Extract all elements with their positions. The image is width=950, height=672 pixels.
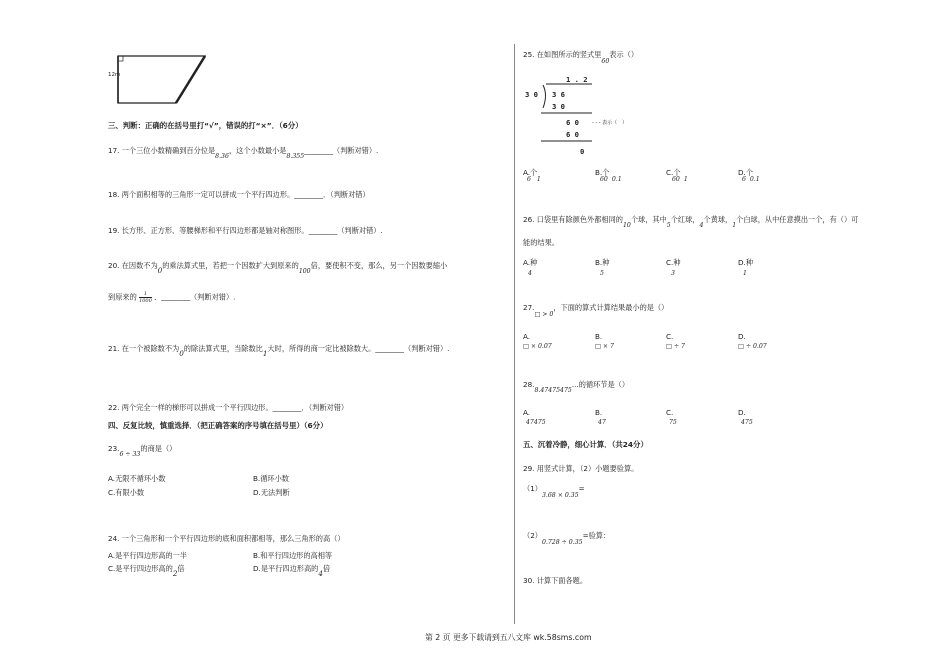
q26-option-b: B.种 5 xyxy=(595,258,610,277)
question-20-line1: 20. 在因数不为0的乘法算式里，若把一个因数扩大到原来的100倍，要使积不变，那么，另一个因数要缩小 xyxy=(108,261,448,275)
question-26: 26. 口袋里有除颜色外都相同的10个球，其中5个红球，4个黄球，1个白球，从中任意摸出一个，有（）可 xyxy=(523,215,859,229)
question-23: 23.6 ÷ 33的商是（） xyxy=(108,444,177,458)
q23-option-b: B.循环小数 xyxy=(253,474,289,483)
question-22: 22. 两个完全一样的梯形可以拼成一个平行四边形。________．（判断对错） xyxy=(108,403,349,412)
question-20-line2: 到原来的 $\frac{1}{1000}$ ．________（判断对错）. xyxy=(108,291,236,304)
question-29: 29. 用竖式计算，（2）小题要验算。 xyxy=(523,464,639,473)
division-dividend: 3 6 xyxy=(552,90,565,99)
q25-option-b: B.个 xyxy=(595,168,610,177)
division-quotient: 1 . 2 xyxy=(566,75,588,84)
division-step3: 6 0 xyxy=(566,130,579,139)
q29-part-2: （2）0.728 ÷ 0.35=验算： xyxy=(523,531,611,546)
q25-option-a-n: 6 1 xyxy=(527,176,541,183)
q23-option-c: C.有限小数 xyxy=(108,488,145,497)
section-3-heading: 三、判断：正确的在括号里打“√”，错误的打“×”．（6分） xyxy=(108,121,303,130)
division-step2: 6 0 xyxy=(566,118,579,127)
q23-option-d: D.无法判断 xyxy=(253,488,290,497)
division-note: - - - 表示（ ） xyxy=(592,120,628,126)
q29-part-1: （1）3.68 × 0.35= xyxy=(523,484,585,499)
side-length-label: 12m xyxy=(108,72,121,78)
q25-option-d-n: 6 0.1 xyxy=(742,176,760,183)
division-step1: 3 0 xyxy=(552,102,565,111)
fraction-1-over-1000: $\frac{1}{1000}$ xyxy=(139,291,152,304)
q25-option-c: C.个 xyxy=(666,168,681,177)
page-footer: 第 2 页 更多下载请到五八文库 wk.58sms.com xyxy=(425,633,592,642)
q28-option-d: D. 475 xyxy=(738,408,753,426)
q26-option-d: D.种 1 xyxy=(738,258,754,277)
q24-option-d: D.是平行四边形高的4倍 xyxy=(253,564,331,578)
q24-option-c: C.是平行四边形高的2倍 xyxy=(108,564,185,578)
q25-option-b-n: 60 0.1 xyxy=(600,176,622,183)
q26-option-a: A.种 4 xyxy=(523,258,538,277)
question-24: 24. 一个三角形和一个平行四边形的底和面积都相等，那么三角形的高（） xyxy=(108,534,345,543)
q26-option-c: C.种 3 xyxy=(666,258,681,277)
section-5-heading: 五、沉着冷静，细心计算．（共24分） xyxy=(523,440,648,449)
q27-option-d: D. □ ÷ 0.07 xyxy=(738,332,767,350)
question-18: 18. 两个面积相等的三角形一定可以拼成一个平行四边形。________．（判断对错） xyxy=(108,190,370,199)
q28-option-a: A. 47475 xyxy=(523,408,546,426)
question-19: 19. 长方形、正方形、等腰梯形和平行四边形都是轴对称图形。________（判断对错）. xyxy=(108,226,383,235)
q27-option-a: A. □ × 0.07 xyxy=(523,332,552,350)
q28-option-c: C. 75 xyxy=(666,408,677,426)
division-divisor: 3 0 xyxy=(525,90,538,99)
q25-option-a: A.个 xyxy=(523,168,538,177)
question-21: 21. 在一个被除数不为0的除法算式里，当除数比1大时，所得的商一定比被除数大。________（判断对错）. xyxy=(108,344,450,358)
q27-option-c: C. □ ÷ 7 xyxy=(666,332,685,350)
q28-option-b: B. 47 xyxy=(595,408,606,426)
q24-option-b: B.和平行四边形的高相等 xyxy=(253,551,333,560)
question-30: 30. 计算下面各题。 xyxy=(523,576,588,585)
q24-option-a: A.是平行四边形高的一半 xyxy=(108,551,187,560)
q25-option-c-n: 60 1 xyxy=(672,176,688,183)
question-26-line2: 能的结果。 xyxy=(523,238,559,247)
division-remainder: 0 xyxy=(580,147,585,156)
q23-option-a: A.无限不循环小数 xyxy=(108,474,166,483)
q27-option-b: B. □ × 7 xyxy=(595,332,614,350)
question-25: 25. 在如图所示的竖式里60表示（） xyxy=(523,50,639,65)
question-27: 27.□ > 0，下面的算式计算结果最小的是（） xyxy=(523,303,669,318)
section-4-heading: 四、反复比较，慎重选择．（把正确答案的序号填在括号里）（6分） xyxy=(108,421,328,430)
question-17: 17. 一个三位小数精确到百分位是8.36，这个小数最小是8.355________（判断对错）. xyxy=(108,146,379,160)
question-28: 28.8.47475475...的循环节是（） xyxy=(523,380,630,394)
q25-option-d: D.个 xyxy=(738,168,754,177)
parallelogram-figure xyxy=(118,56,205,103)
